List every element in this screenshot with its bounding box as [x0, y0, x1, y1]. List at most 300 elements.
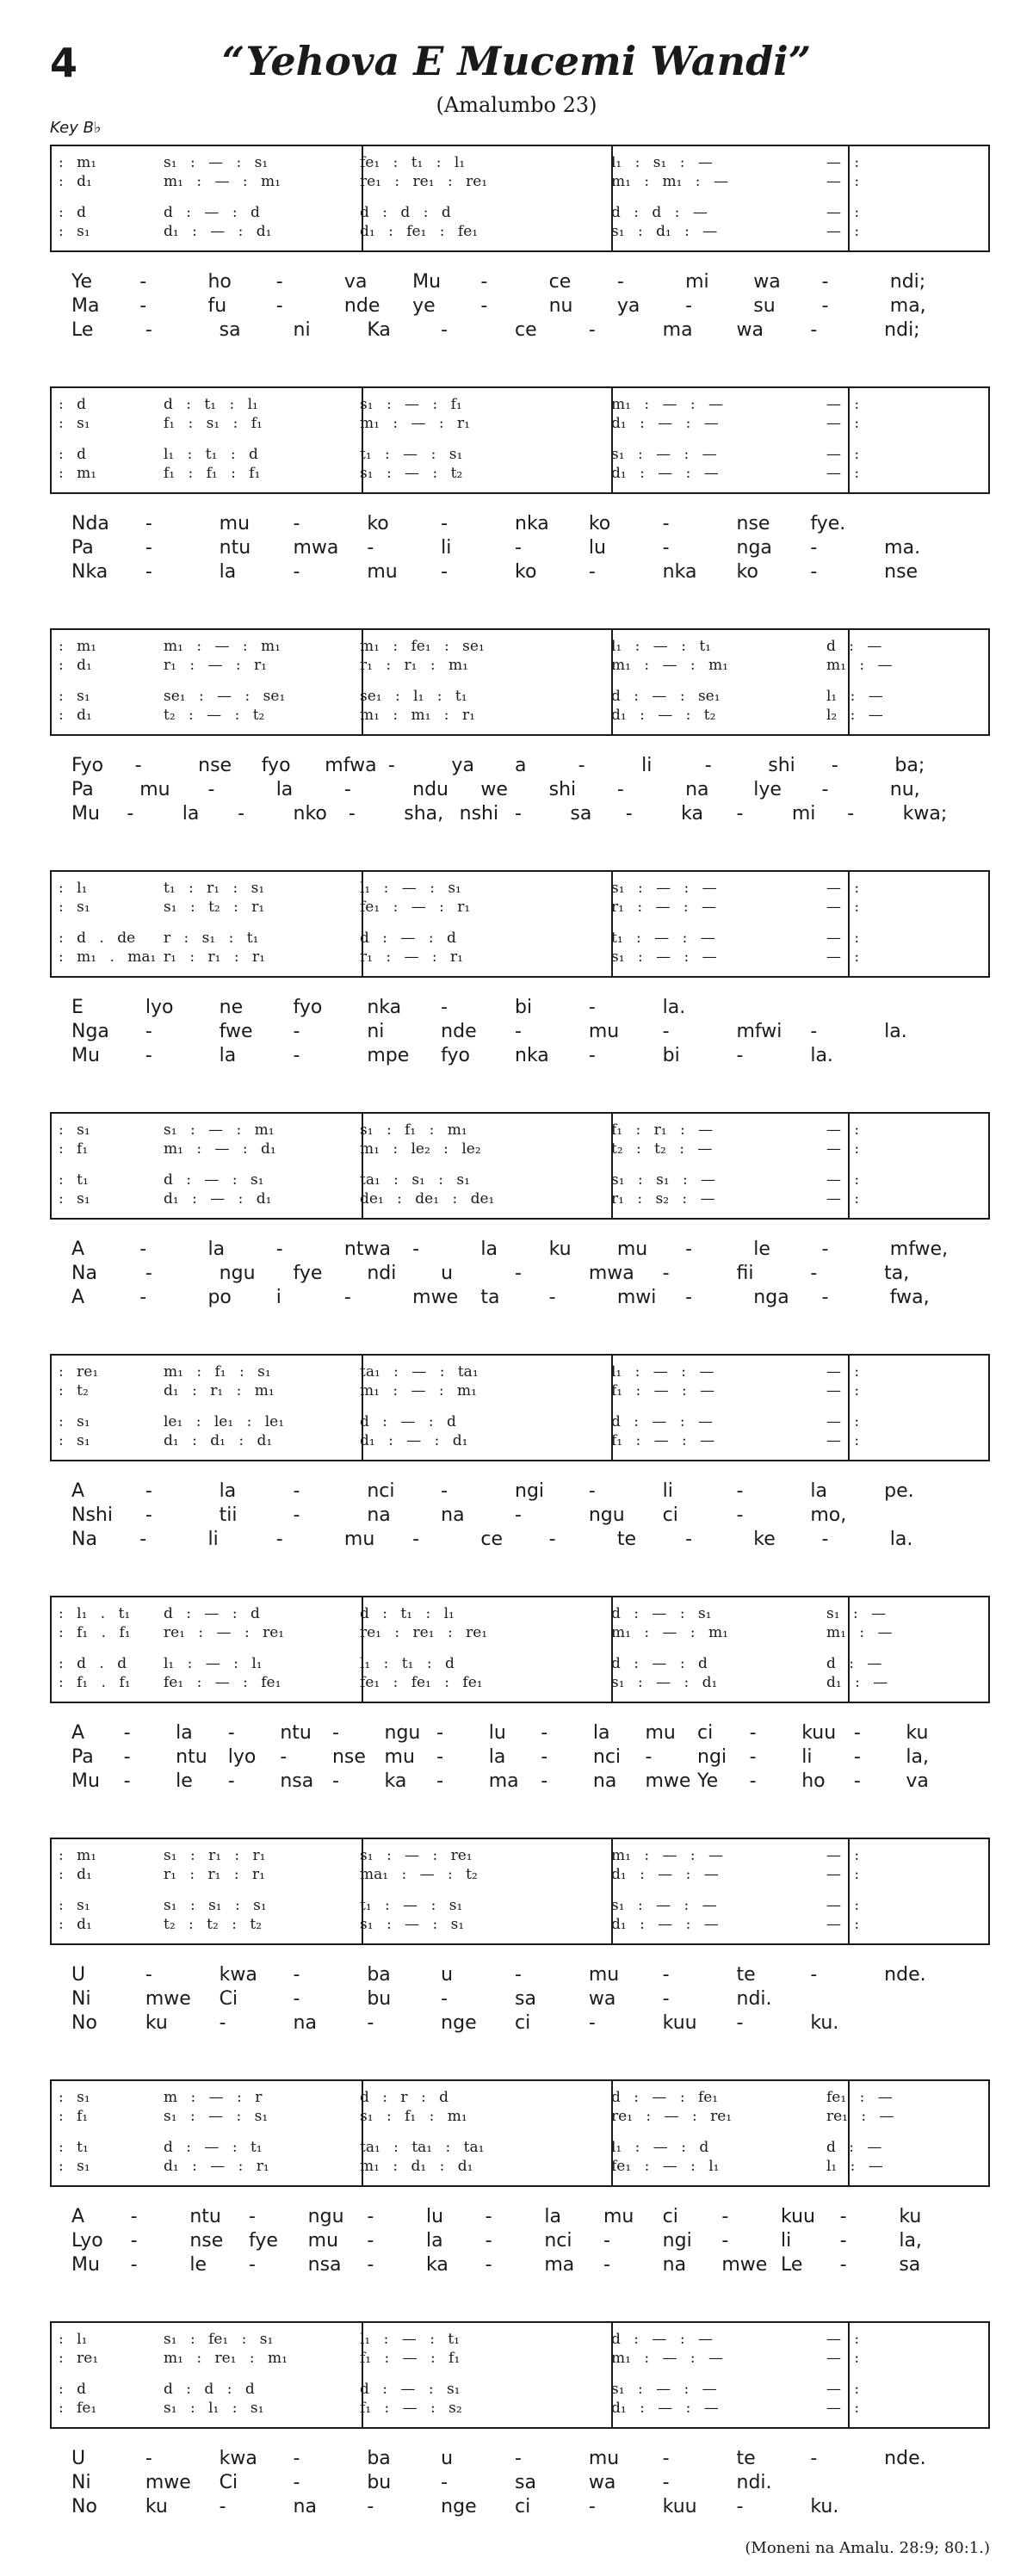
note-group: f₁ : s₁ : f₁	[164, 415, 263, 432]
voice-row	[52, 395, 988, 414]
note-group: d₁ : — : —	[611, 415, 719, 432]
syllable-hyphen: -	[480, 295, 488, 317]
lyric-syllable: nge	[441, 2496, 477, 2517]
note-group: d : — : se₁	[611, 688, 721, 705]
lyric-syllable: kwa;	[902, 803, 948, 825]
syllable-hyphen: -	[145, 1964, 152, 1986]
note-group: : s₁	[59, 1121, 90, 1139]
syllable-hyphen: -	[293, 1504, 300, 1526]
note-group: f₁ : — : —	[611, 1432, 715, 1449]
lyric-syllable: mu	[588, 1964, 620, 1986]
lyrics-block	[50, 754, 990, 826]
note-group: d₁ : — : —	[611, 1866, 719, 1883]
syllable-hyphen: -	[145, 1021, 152, 1042]
syllable-hyphen: -	[249, 2254, 256, 2276]
lyrics-block	[50, 2447, 990, 2519]
lyric-syllable: fwa,	[889, 1287, 930, 1308]
lyric-syllable: Nka	[71, 561, 108, 583]
lyric-syllable: mo,	[810, 1504, 847, 1526]
syllable-hyphen: -	[847, 803, 855, 825]
lyric-syllable: le	[189, 2254, 207, 2276]
lyrics-block	[50, 2205, 990, 2277]
syllable-hyphen: -	[541, 1770, 548, 1792]
syllable-hyphen: -	[548, 1529, 556, 1550]
lyric-syllable: ndu	[412, 779, 448, 800]
note-group: le₁ : le₁ : le₁	[164, 1413, 285, 1430]
song-title: “Yehova E Mucemi Wandi”	[221, 38, 812, 84]
lyric-syllable: mwe	[645, 1770, 691, 1792]
lyric-syllable: ngu	[307, 2206, 344, 2227]
note-group: — :	[826, 1916, 860, 1933]
note-group: ma₁ : — : t₂	[360, 1866, 478, 1883]
note-group: r₁ : r₁ : m₁	[360, 657, 468, 674]
sol-fa-stave	[50, 1354, 990, 1461]
note-group: s₁ : s₁ : s₁	[164, 1897, 267, 1914]
syllable-hyphen: -	[588, 2012, 596, 2034]
lyric-syllable: nde	[441, 1021, 477, 1042]
lyric-syllable: No	[71, 2012, 97, 2034]
lyric-syllable: la,	[899, 2230, 922, 2252]
syllable-hyphen: -	[588, 561, 596, 583]
syllable-hyphen: -	[127, 803, 134, 825]
syllable-hyphen: -	[275, 295, 283, 317]
lyric-line	[50, 1044, 990, 1068]
lyric-syllable: mu	[588, 2448, 620, 2469]
note-group: r₁ : r₁ : r₁	[164, 948, 265, 966]
lyric-syllable: kwa	[219, 2448, 257, 2469]
note-group: d : —	[826, 1655, 882, 1672]
note-group: m₁ : d₁ : d₁	[360, 2158, 473, 2175]
lyric-syllable: ni	[367, 1021, 385, 1042]
note-group: : d	[59, 204, 87, 221]
note-group: d₁ : r₁ : m₁	[164, 1382, 275, 1399]
lyric-syllable: li	[441, 537, 452, 559]
note-group: m₁ : —	[826, 1624, 893, 1641]
syllable-hyphen: -	[145, 319, 152, 341]
lyric-line	[50, 1987, 990, 2011]
lyric-syllable: nka	[515, 1045, 549, 1066]
note-group: : s₁	[59, 223, 90, 240]
syllable-hyphen: -	[441, 997, 448, 1018]
lyric-syllable: ko	[367, 513, 389, 534]
syllable-hyphen: -	[123, 1722, 131, 1744]
lyric-syllable: na	[293, 2012, 317, 2034]
lyric-syllable: lu	[488, 1722, 506, 1744]
syllable-hyphen: -	[616, 271, 624, 293]
sol-fa-stave	[50, 2321, 990, 2429]
syllable-hyphen: -	[685, 1287, 693, 1308]
note-group: : l₁ . t₁	[59, 1605, 131, 1622]
syllable-hyphen: -	[736, 1480, 744, 1502]
lyric-syllable: mu	[367, 561, 398, 583]
lyric-syllable: nse	[736, 513, 770, 534]
lyrics-block	[50, 1721, 990, 1794]
lyric-syllable: bu	[367, 1988, 392, 2010]
syllable-hyphen: -	[736, 803, 744, 825]
note-group: — :	[826, 899, 860, 916]
lyrics-block	[50, 1480, 990, 1552]
lyric-syllable: sa	[219, 319, 241, 341]
note-group: d₁ : — : —	[611, 465, 719, 482]
lyric-syllable: li	[662, 1480, 673, 1502]
lyric-syllable: we	[480, 779, 508, 800]
syllable-hyphen: -	[412, 1529, 420, 1550]
lyric-syllable: la	[219, 561, 237, 583]
voice-row	[52, 1362, 988, 1381]
note-group: m₁ : — : r₁	[360, 415, 470, 432]
sol-fa-stave	[50, 1838, 990, 1945]
lyric-syllable: ya	[451, 755, 474, 776]
note-group: d : —	[826, 2139, 882, 2156]
note-group: s₁ : — : —	[611, 880, 717, 897]
lyric-syllable: nka	[662, 561, 697, 583]
lyric-syllable: ne	[219, 997, 244, 1018]
syllable-hyphen: -	[721, 2230, 729, 2252]
lyric-syllable: mfwa	[325, 755, 377, 776]
lyric-syllable: shi	[548, 779, 577, 800]
note-group: : m₁	[59, 638, 97, 655]
note-group: s₁ : — : d₁	[611, 1674, 718, 1691]
syllable-hyphen: -	[821, 295, 829, 317]
syllable-hyphen: -	[441, 561, 448, 583]
lyric-syllable: Mu	[71, 2254, 100, 2276]
note-group: — :	[826, 2400, 860, 2417]
lyric-line	[50, 1020, 990, 1044]
note-group: se₁ : — : se₁	[164, 688, 286, 705]
syllable-hyphen: -	[662, 513, 670, 534]
note-group: fe₁ : fe₁ : fe₁	[360, 1674, 483, 1691]
lyric-syllable: ngi	[697, 1746, 727, 1768]
voice-row	[52, 1846, 988, 1865]
voice-row	[52, 464, 988, 483]
note-group: : m₁	[59, 465, 97, 482]
voice-row	[52, 1604, 988, 1623]
lyric-syllable: te	[616, 1529, 637, 1550]
syllable-hyphen: -	[853, 1770, 861, 1792]
lyric-syllable: li	[781, 2230, 792, 2252]
lyric-syllable: ndi	[367, 1263, 397, 1284]
note-group: — :	[826, 2381, 860, 2398]
note-group: — :	[826, 2350, 860, 2367]
lyric-syllable: nga	[753, 1287, 789, 1308]
note-group: d : — : —	[611, 2331, 713, 2348]
voice-row	[52, 414, 988, 433]
lyric-syllable: ci	[515, 2012, 531, 2034]
note-group: d₁ : — : —	[611, 2400, 719, 2417]
syllable-hyphen: -	[139, 1529, 147, 1550]
note-group: — :	[826, 415, 860, 432]
syllable-hyphen: -	[293, 1988, 300, 2010]
lyric-syllable: A	[71, 1722, 85, 1744]
syllable-hyphen: -	[810, 2448, 818, 2469]
voice-row	[52, 948, 988, 967]
note-group: d₁ : — : r₁	[164, 2158, 269, 2175]
lyric-line	[50, 1745, 990, 1770]
syllable-hyphen: -	[515, 1504, 522, 1526]
note-group: re₁ : re₁ : re₁	[360, 173, 488, 190]
lyric-syllable: mu	[343, 1529, 375, 1550]
lyric-syllable: ka	[384, 1770, 407, 1792]
lyric-syllable: fye	[249, 2230, 278, 2252]
lyric-line	[50, 2205, 990, 2229]
note-group: ta₁ : s₁ : s₁	[360, 1171, 470, 1189]
syllable-hyphen: -	[685, 1529, 693, 1550]
lyric-syllable: ci	[697, 1722, 714, 1744]
lyric-syllable: nde.	[884, 2448, 926, 2469]
lyric-syllable: ma	[488, 1770, 519, 1792]
lyric-syllable: ma	[662, 319, 693, 341]
note-group: s₁ : — : —	[611, 446, 717, 463]
lyric-syllable: na	[293, 2496, 317, 2517]
note-group: : t₁	[59, 1171, 89, 1189]
syllable-hyphen: -	[578, 755, 585, 776]
lyric-syllable: wa	[736, 319, 764, 341]
lyric-line	[50, 1528, 990, 1552]
syllable-hyphen: -	[515, 537, 522, 559]
lyric-line	[50, 2011, 990, 2035]
syllable-hyphen: -	[685, 295, 693, 317]
syllable-hyphen: -	[515, 1021, 522, 1042]
lyric-syllable: nka	[515, 513, 549, 534]
note-group: d : — : —	[611, 1413, 713, 1430]
lyric-line	[50, 1504, 990, 1528]
note-group: f₁ : — : —	[611, 1382, 715, 1399]
note-group: t₁ : — : —	[611, 930, 715, 947]
lyric-syllable: la	[176, 1722, 193, 1744]
lyric-syllable: ko	[588, 513, 611, 534]
syllable-hyphen: -	[367, 537, 374, 559]
lyric-line	[50, 754, 990, 778]
lyric-syllable: mwi	[616, 1287, 657, 1308]
syllable-hyphen: -	[145, 513, 152, 534]
syllable-hyphen: -	[853, 1722, 861, 1744]
syllable-hyphen: -	[207, 779, 215, 800]
note-group: m₁ : — : —	[611, 396, 724, 413]
syllable-hyphen: -	[441, 1988, 448, 2010]
lyric-syllable: No	[71, 2496, 97, 2517]
lyric-syllable: te	[736, 2448, 756, 2469]
voice-row	[52, 1431, 988, 1450]
note-group: — :	[826, 1171, 860, 1189]
syllable-hyphen: -	[367, 2496, 374, 2517]
lyric-syllable: ku	[145, 2012, 168, 2034]
note-group: t₁ : r₁ : s₁	[164, 880, 265, 897]
note-group: d : — : d	[360, 1413, 456, 1430]
note-group: : d₁	[59, 657, 92, 674]
note-group: : s₁	[59, 1432, 90, 1449]
lyric-syllable: i	[275, 1287, 281, 1308]
lyric-syllable: tii	[219, 1504, 238, 1526]
syllable-hyphen: -	[810, 319, 818, 341]
lyric-syllable: ntu	[280, 1722, 312, 1744]
lyric-syllable: U	[71, 2448, 86, 2469]
lyric-syllable: nde.	[884, 1964, 926, 1986]
syllable-hyphen: -	[588, 319, 596, 341]
lyric-syllable: ko	[515, 561, 537, 583]
lyric-syllable: ku	[145, 2496, 168, 2517]
note-group: m₁ : f₁ : s₁	[164, 1363, 271, 1381]
lyric-line	[50, 996, 990, 1020]
note-group: m₁ : —	[826, 657, 893, 674]
note-group: fe₁ : — : l₁	[611, 2158, 720, 2175]
lyric-syllable: fyo	[441, 1045, 470, 1066]
note-group: l₁ : — : t₁	[360, 2331, 460, 2348]
lyric-syllable: Pa	[71, 1746, 94, 1768]
syllable-hyphen: -	[721, 2206, 729, 2227]
voice-row	[52, 898, 988, 917]
lyric-line	[50, 2495, 990, 2519]
lyric-syllable: Ci	[219, 1988, 238, 2010]
note-group: l₁ : s₁ : —	[611, 154, 713, 171]
note-group: : d . de	[59, 930, 136, 947]
note-group: m : — : r	[164, 2089, 263, 2106]
syllable-hyphen: -	[343, 779, 351, 800]
note-group: ta₁ : ta₁ : ta₁	[360, 2139, 485, 2156]
lyric-syllable: wa	[588, 1988, 616, 2010]
syllable-hyphen: -	[662, 1263, 670, 1284]
syllable-hyphen: -	[275, 271, 283, 293]
syllable-hyphen: -	[588, 997, 596, 1018]
syllable-hyphen: -	[541, 1722, 548, 1744]
syllable-hyphen: -	[227, 1770, 235, 1792]
note-group: r₁ : s₂ : —	[611, 1190, 715, 1208]
syllable-hyphen: -	[736, 2012, 744, 2034]
lyric-syllable: mu	[307, 2230, 339, 2252]
voice-row	[52, 2088, 988, 2107]
voice-row	[52, 222, 988, 241]
note-group: : re₁	[59, 2350, 99, 2367]
lyric-syllable: ku.	[810, 2012, 839, 2034]
lyric-syllable: nka	[367, 997, 402, 1018]
lyric-syllable: lu	[426, 2206, 444, 2227]
syllable-hyphen: -	[436, 1722, 444, 1744]
lyric-line	[50, 1721, 990, 1745]
lyric-syllable: mu	[645, 1722, 676, 1744]
syllable-hyphen: -	[853, 1746, 861, 1768]
note-group: m₁ : — : m₁	[164, 638, 281, 655]
lyric-syllable: kuu	[801, 1722, 837, 1744]
song-number: 4	[50, 40, 78, 86]
note-group: s₁ : t₂ : r₁	[164, 899, 265, 916]
lyric-syllable: nko	[293, 803, 327, 825]
lyric-syllable: la	[182, 803, 200, 825]
lyric-syllable: ba	[367, 1964, 391, 1986]
lyric-syllable: fyo	[261, 755, 291, 776]
lyric-syllable: la.	[810, 1045, 833, 1066]
sol-fa-stave	[50, 628, 990, 736]
lyric-syllable: ngu	[588, 1504, 625, 1526]
lyric-syllable: ta	[480, 1287, 500, 1308]
lyric-syllable: fye.	[810, 513, 846, 534]
syllable-hyphen: -	[685, 1239, 693, 1260]
sol-fa-stave	[50, 1596, 990, 1703]
lyric-syllable: la	[480, 1239, 498, 1260]
note-group: : d	[59, 396, 87, 413]
lyric-line	[50, 1480, 990, 1504]
note-group: — :	[826, 930, 860, 947]
note-group: t₂ : t₂ : t₂	[164, 1916, 263, 1933]
lyric-syllable: u	[441, 1263, 454, 1284]
lyric-syllable: bi	[662, 1045, 680, 1066]
note-group: d₁ : — : —	[611, 1916, 719, 1933]
sol-fa-stave	[50, 870, 990, 978]
syllable-hyphen: -	[736, 1045, 744, 1066]
note-group: s₁ : fe₁ : s₁	[164, 2331, 274, 2348]
lyric-syllable: kuu	[662, 2496, 697, 2517]
lyric-syllable: Pa	[71, 537, 94, 559]
syllable-hyphen: -	[412, 1239, 420, 1260]
voice-row	[52, 1865, 988, 1884]
syllable-hyphen: -	[145, 2448, 152, 2469]
syllable-hyphen: -	[588, 2496, 596, 2517]
lyric-syllable: Mu	[412, 271, 442, 293]
lyric-syllable: Ni	[71, 2472, 91, 2493]
voice-row	[52, 2138, 988, 2157]
syllable-hyphen: -	[645, 1746, 653, 1768]
voice-row	[52, 203, 988, 222]
lyric-syllable: sha,	[404, 803, 444, 825]
sol-fa-stave	[50, 1112, 990, 1220]
voice-row	[52, 1896, 988, 1915]
syllable-hyphen: -	[662, 1988, 670, 2010]
lyric-syllable: fu	[207, 295, 227, 317]
lyric-syllable: nci	[367, 1480, 395, 1502]
note-group: : l₁	[59, 880, 88, 897]
lyric-syllable: la.	[889, 1529, 913, 1550]
lyric-syllable: nge	[441, 2012, 477, 2034]
syllable-hyphen: -	[839, 2206, 847, 2227]
lyric-syllable: nse	[198, 755, 232, 776]
note-group: l₁ : —	[826, 2158, 883, 2175]
note-group: s₁ : f₁ : m₁	[360, 2108, 467, 2125]
lyric-syllable: sa	[515, 1988, 536, 2010]
lyric-syllable: nsa	[280, 1770, 314, 1792]
lyric-syllable: ci	[662, 1504, 678, 1526]
note-group: s₁ : — : —	[611, 1897, 717, 1914]
note-group: d : t₁ : l₁	[164, 396, 258, 413]
note-group: — :	[826, 1413, 860, 1430]
syllable-hyphen: -	[130, 2254, 138, 2276]
lyric-syllable: li	[207, 1529, 219, 1550]
note-group: d : d : d	[360, 204, 451, 221]
lyric-syllable: A	[71, 1287, 85, 1308]
voice-row	[52, 1121, 988, 1140]
voice-row	[52, 637, 988, 656]
note-group: d₁ : fe₁ : fe₁	[360, 223, 479, 240]
lyric-syllable: mfwe,	[889, 1239, 949, 1260]
lyric-syllable: u	[441, 1964, 454, 1986]
note-group: — :	[826, 396, 860, 413]
syllable-hyphen: -	[293, 1964, 300, 1986]
voice-row	[52, 706, 988, 725]
note-group: r₁ : — : r₁	[360, 948, 463, 966]
note-group: : s₁	[59, 688, 90, 705]
lyric-syllable: le	[176, 1770, 193, 1792]
note-group: m₁ : — : m₁	[360, 1382, 477, 1399]
lyric-syllable: lyo	[145, 997, 174, 1018]
syllable-hyphen: -	[293, 1480, 300, 1502]
lyric-syllable: ba	[367, 2448, 391, 2469]
lyric-syllable: ya	[616, 295, 640, 317]
syllable-hyphen: -	[249, 2206, 256, 2227]
note-group: — :	[826, 1121, 860, 1139]
lyric-line	[50, 802, 990, 826]
note-group: : d₁	[59, 707, 92, 724]
lyric-syllable: fyo	[293, 997, 323, 1018]
lyric-syllable: la.	[662, 997, 686, 1018]
lyric-syllable: sa	[515, 2472, 536, 2493]
lyric-syllable: na	[662, 2254, 687, 2276]
